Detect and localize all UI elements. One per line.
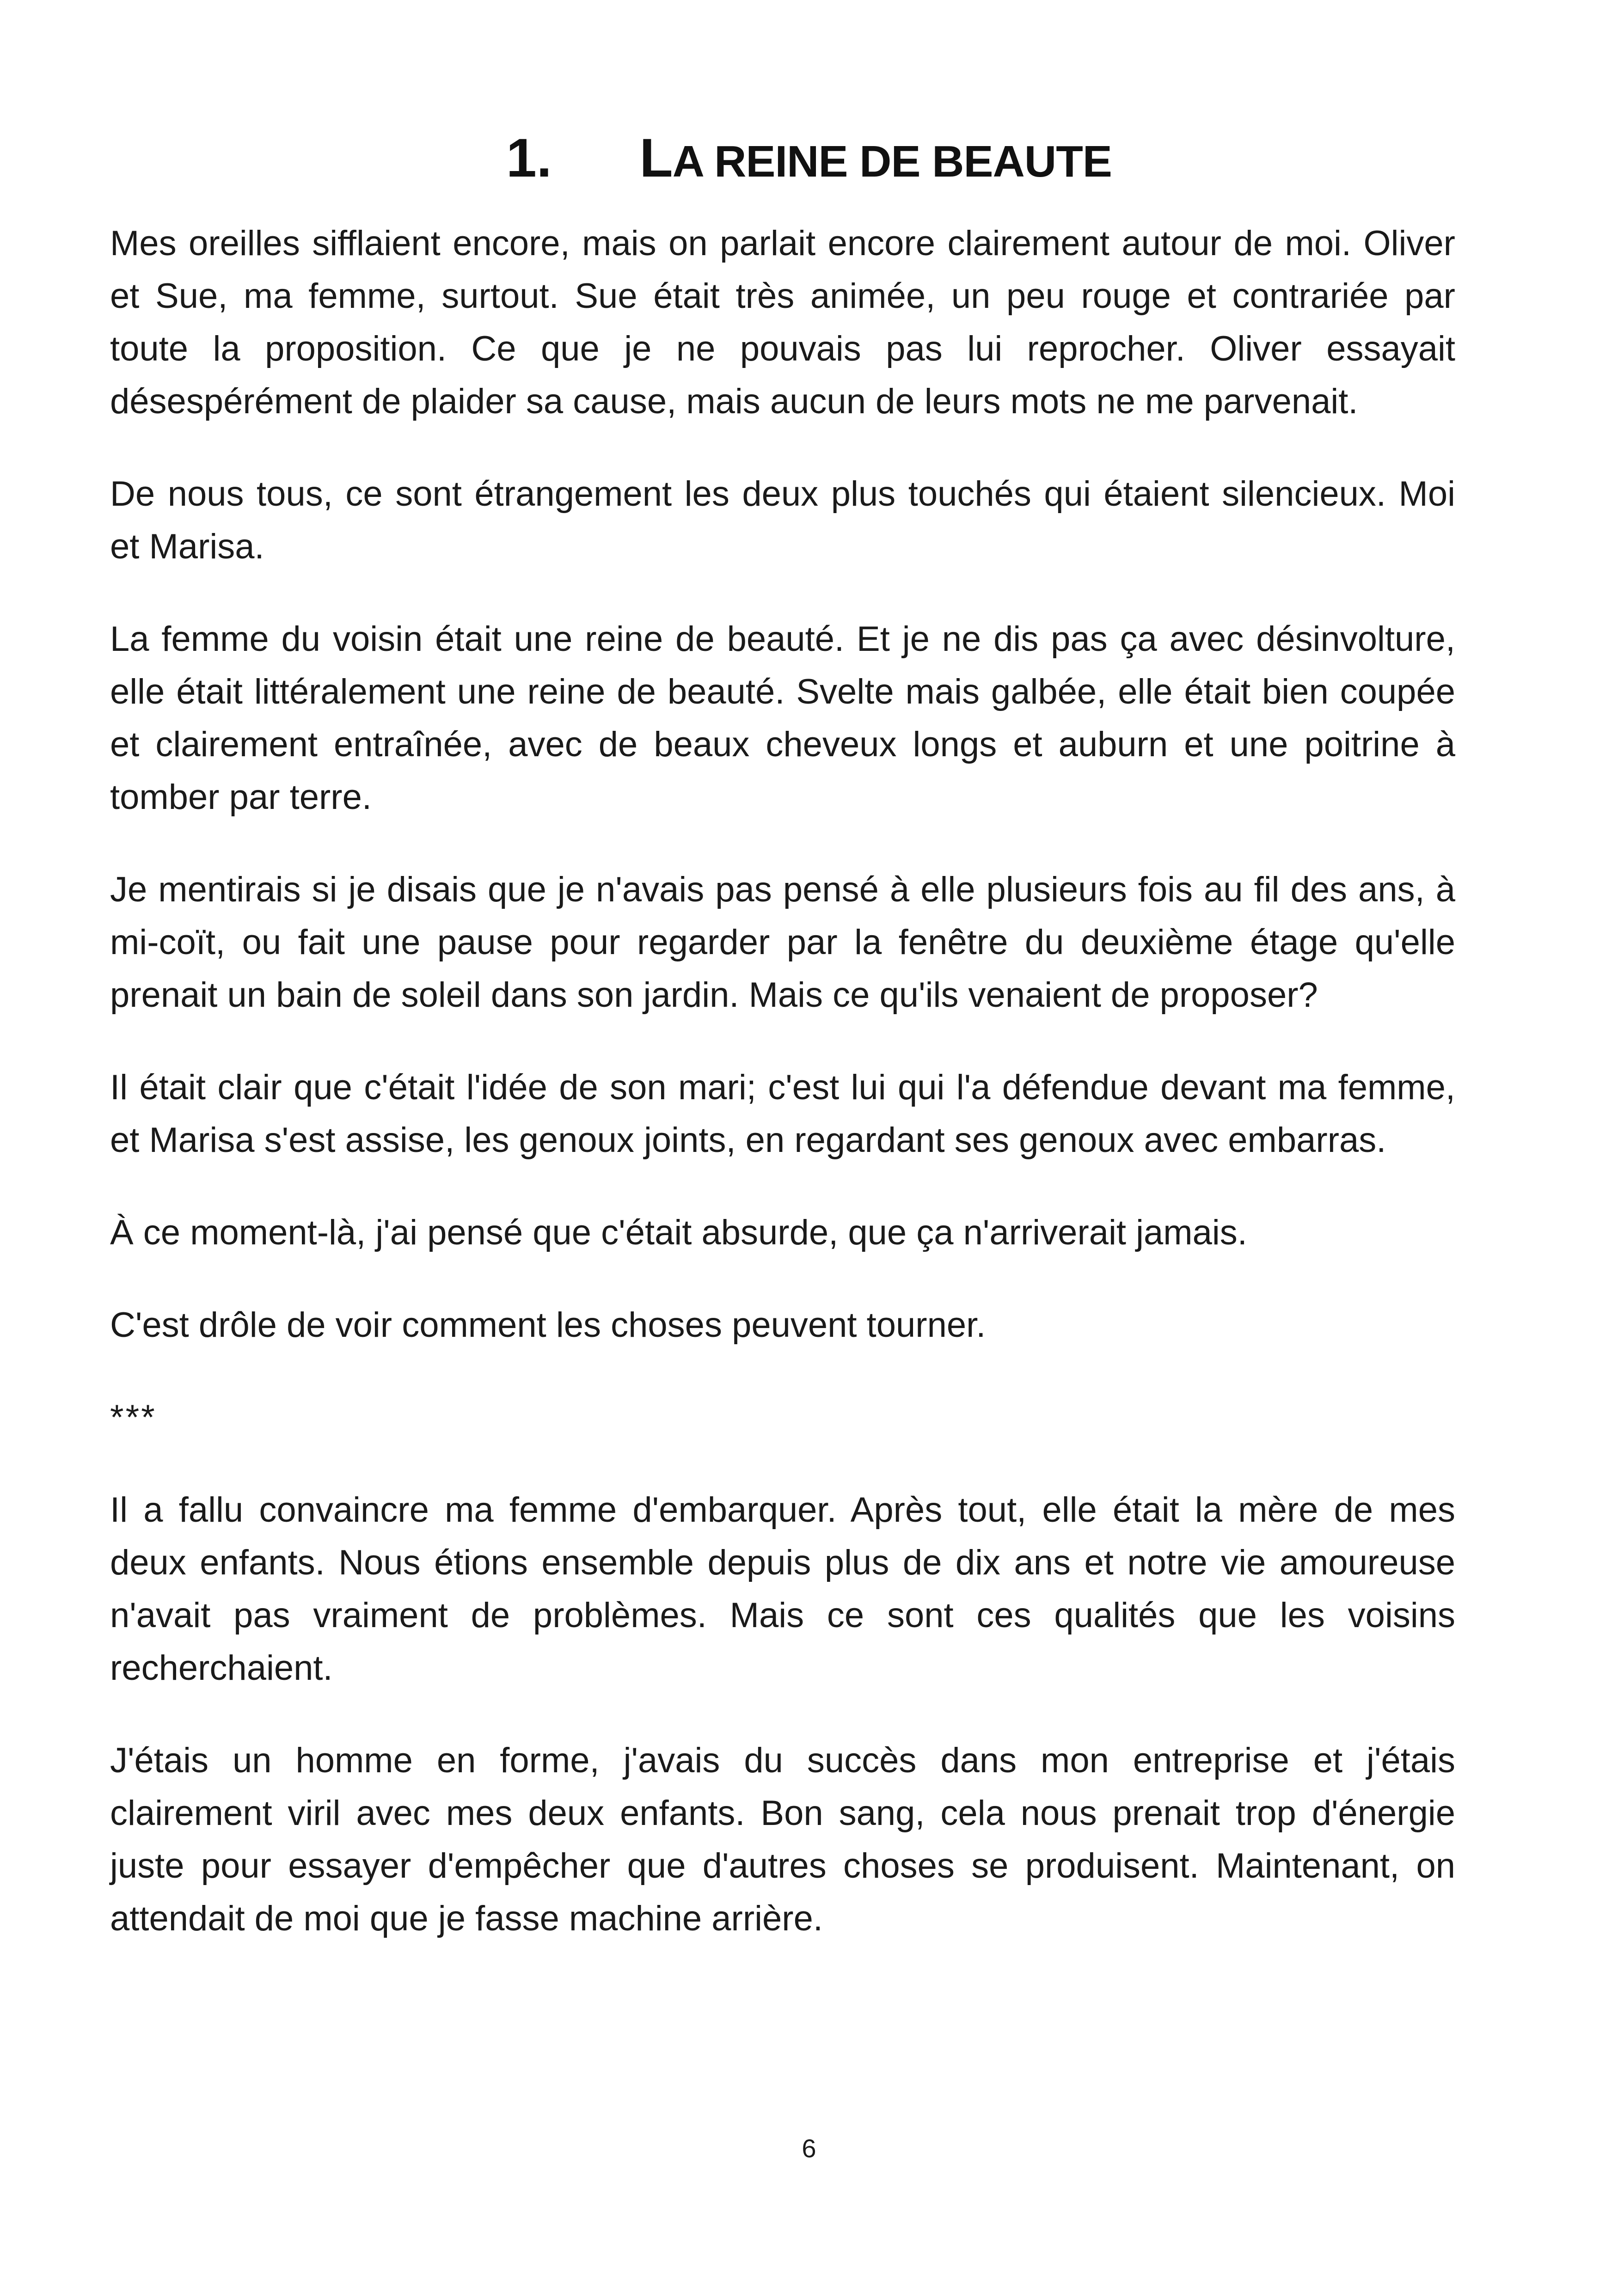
- chapter-number: 1.: [506, 128, 552, 189]
- paragraph: Je mentirais si je disais que je n'avais pas pensé à elle plusieurs fois au fil des ans, à mi-coït, ou fait une pause pour regarder par la fenêtre du deuxième étage qu'elle prenait un bain de soleil dans son jardin. Mais ce qu'ils venaient de proposer?: [110, 870, 1455, 1015]
- chapter-title-initial: L: [639, 128, 673, 189]
- paragraph: Il était clair que c'était l'idée de son mari; c'est lui qui l'a défendue devant ma femme, et Marisa s'est assise, les genoux joints, en regardant ses genoux avec embarras.: [110, 1068, 1455, 1160]
- body-text: [110, 217, 1455, 1985]
- paragraph: La femme du voisin était une reine de beauté. Et je ne dis pas ça avec désinvolture, elle était littéralement une reine de beauté. Svelte mais galbée, elle était bien coupée et clairement entraînée, avec de beaux cheveux longs et auburn et une poitrine à tomber par terre.: [110, 619, 1455, 817]
- paragraph: C'est drôle de voir comment les choses peuvent tourner.: [110, 1305, 986, 1345]
- scene-separator: ***: [110, 1398, 157, 1437]
- chapter-title-rest: A REINE DE BEAUTE: [672, 137, 1112, 187]
- paragraph: De nous tous, ce sont étrangement les deux plus touchés qui étaient silencieux. Moi et Marisa.: [110, 474, 1455, 566]
- paragraph: Mes oreilles sifflaient encore, mais on parlait encore clairement autour de moi. Oliver et Sue, ma femme, surtout. Sue était très animée, un peu rouge et contrariée par toute la proposition. Ce que je ne pouvais pas lui reprocher. Oliver essayait désespérément de plaider sa cause, mais aucun de leurs mots ne me parvenait.: [110, 224, 1455, 421]
- paragraph: J'étais un homme en forme, j'avais du succès dans mon entreprise et j'étais clairement viril avec mes deux enfants. Bon sang, cela nous prenait trop d'énergie juste pour essayer d'empêcher que d'autres choses se produisent. Maintenant, on attendait de moi que je fasse machine arrière.: [110, 1741, 1455, 1938]
- paragraph: À ce moment-là, j'ai pensé que c'était absurde, que ça n'arriverait jamais.: [110, 1213, 1247, 1252]
- chapter-title: [639, 128, 1112, 189]
- page-number: 6: [802, 2134, 816, 2163]
- paragraph: Il a fallu convaincre ma femme d'embarquer. Après tout, elle était la mère de mes deux enfants. Nous étions ensemble depuis plus de dix ans et notre vie amoureuse n'avait pas vraiment de problèmes. Mais ce sont ces qualités que les voisins recherchaient.: [110, 1490, 1455, 1688]
- chapter-heading: [0, 128, 1618, 189]
